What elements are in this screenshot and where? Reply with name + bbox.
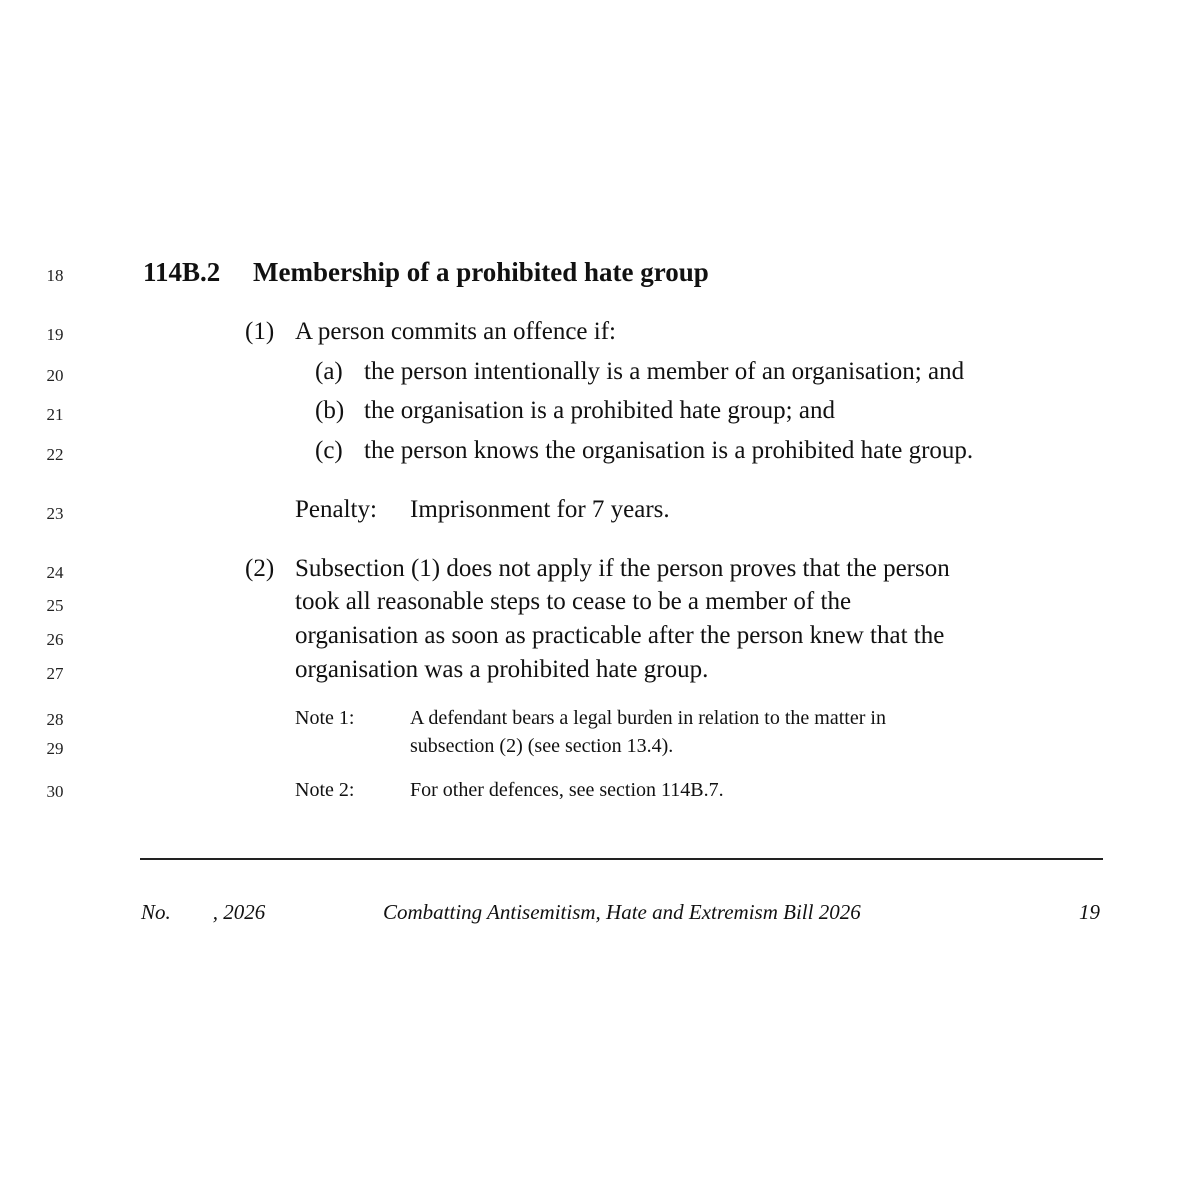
- note-1-line: subsection (2) (see section 13.4).: [410, 735, 674, 757]
- subsection-2-line: organisation as soon as practicable after the person knew that the: [295, 622, 945, 649]
- note-2-line: For other defences, see section 114B.7.: [410, 779, 724, 801]
- line-number: 21: [46, 405, 64, 424]
- penalty-text: Imprisonment for 7 years.: [410, 496, 670, 523]
- line-number: 23: [46, 504, 64, 523]
- subsection-2-line: Subsection (1) does not apply if the person proves that the person: [295, 555, 950, 582]
- footer-page-number: 19: [1079, 900, 1100, 924]
- subsection-1-label: (1): [245, 318, 275, 345]
- subsection-2-line: took all reasonable steps to cease to be a member of the: [295, 588, 852, 615]
- line-number: 25: [46, 596, 64, 615]
- line-number: 18: [46, 266, 64, 285]
- subsection-2-label: (2): [245, 555, 275, 582]
- line-number: 28: [46, 710, 64, 729]
- footer-rule: [140, 858, 1103, 860]
- line-number: 29: [46, 739, 64, 758]
- line-number: 24: [46, 563, 64, 582]
- note-2-label: Note 2:: [295, 779, 355, 801]
- paragraph-c-label: (c): [315, 437, 343, 464]
- section-number: 114B.2: [143, 257, 221, 287]
- paragraph-b-text: the organisation is a prohibited hate group; and: [364, 397, 835, 424]
- paragraph-c-text: the person knows the organisation is a prohibited hate group.: [364, 437, 974, 464]
- paragraph-b-label: (b): [315, 397, 345, 424]
- paragraph-a-label: (a): [315, 358, 343, 385]
- note-1-line: A defendant bears a legal burden in relation to the matter in: [410, 707, 886, 729]
- line-number: 27: [46, 664, 64, 683]
- penalty-label: Penalty:: [295, 496, 377, 523]
- subsection-1-intro: A person commits an offence if:: [295, 318, 616, 345]
- footer-bill-title: Combatting Antisemitism, Hate and Extremism Bill 2026: [383, 900, 861, 924]
- footer-bill-number: No. , 2026: [141, 900, 266, 924]
- line-number: 30: [46, 782, 64, 801]
- line-number: 26: [46, 630, 64, 649]
- note-1-label: Note 1:: [295, 707, 355, 729]
- section-title: Membership of a prohibited hate group: [253, 257, 709, 287]
- line-number: 22: [46, 445, 64, 464]
- subsection-2-line: organisation was a prohibited hate group.: [295, 656, 709, 683]
- line-number: 19: [46, 325, 64, 344]
- paragraph-a-text: the person intentionally is a member of an organisation; and: [364, 358, 965, 385]
- line-number: 20: [46, 366, 64, 385]
